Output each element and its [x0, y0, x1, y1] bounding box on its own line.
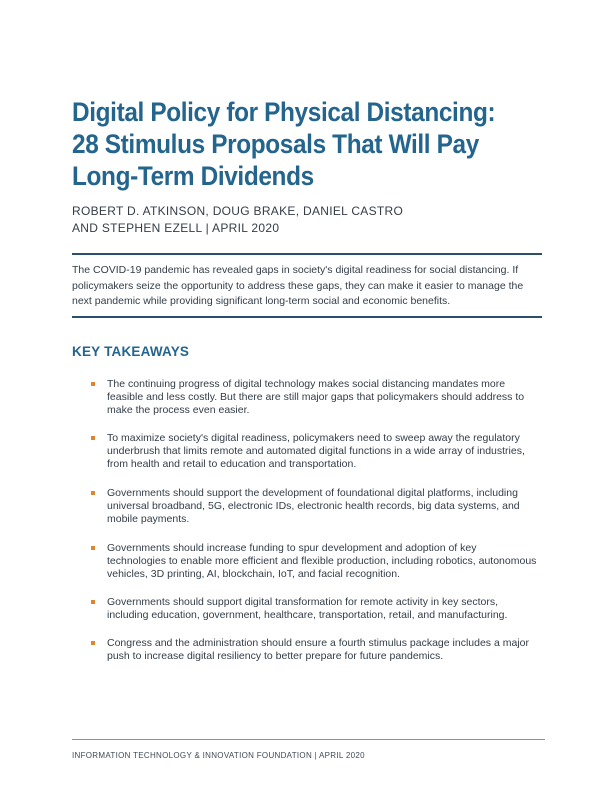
takeaway-text: Governments should increase funding to spur development and adoption of key technologies to enable more efficient and flexible production, including robotics, autonomous vehicles, 3D printing, AI, blockchain, IoT, and facial recognition.	[107, 542, 537, 580]
summary-bottom-rule	[72, 316, 542, 318]
summary-top-rule	[72, 253, 542, 255]
title-line-3: Long-Term Dividends	[72, 161, 314, 191]
bullet-marker-icon	[91, 600, 95, 604]
takeaway-text: Governments should support digital transformation for remote activity in key sectors, including education, government, healthcare, transportation, retail, and manufacturing.	[107, 596, 508, 621]
report-title	[72, 96, 514, 192]
bullet-marker-icon	[91, 491, 95, 495]
bullet-marker-icon	[91, 546, 95, 550]
author-line-2: AND STEPHEN EZELL | APRIL 2020	[72, 221, 280, 235]
page-footer: INFORMATION TECHNOLOGY & INNOVATION FOUNDATION | APRIL 2020	[72, 751, 365, 760]
author-byline	[72, 203, 403, 237]
bullet-marker-icon	[91, 382, 95, 386]
title-line-2: 28 Stimulus Proposals That Will Pay	[72, 129, 479, 159]
footer-rule	[72, 739, 545, 740]
author-line-1: ROBERT D. ATKINSON, DOUG BRAKE, DANIEL CASTRO	[72, 204, 404, 218]
takeaway-text: The continuing progress of digital technology makes social distancing mandates more feasible and less costly. But there are still major gaps that policymakers should address to make the process even easier.	[107, 378, 525, 416]
bullet-marker-icon	[91, 641, 95, 645]
bullet-marker-icon	[91, 436, 95, 440]
key-takeaways-heading: KEY TAKEAWAYS	[72, 344, 190, 359]
takeaway-text: Governments should support the development of foundational digital platforms, including universal broadband, 5G, electronic IDs, electronic health records, big data systems, and mobile payments.	[107, 487, 520, 525]
takeaway-text: To maximize society's digital readiness, policymakers need to sweep away the regulatory underbrush that limits remote and automated digital functions in a wide array of industries, from health and retail to education and transportation.	[107, 432, 525, 470]
summary-paragraph: The COVID-19 pandemic has revealed gaps in society's digital readiness for social distancing. If policymakers seize the opportunity to address these gaps, they can make it easier to manage the next pandemic while providing significant long-term social and economic benefits.	[72, 264, 524, 307]
title-line-1: Digital Policy for Physical Distancing:	[72, 97, 496, 127]
takeaway-text: Congress and the administration should ensure a fourth stimulus package includes a major push to increase digital resiliency to better prepare for future pandemics.	[107, 637, 529, 662]
